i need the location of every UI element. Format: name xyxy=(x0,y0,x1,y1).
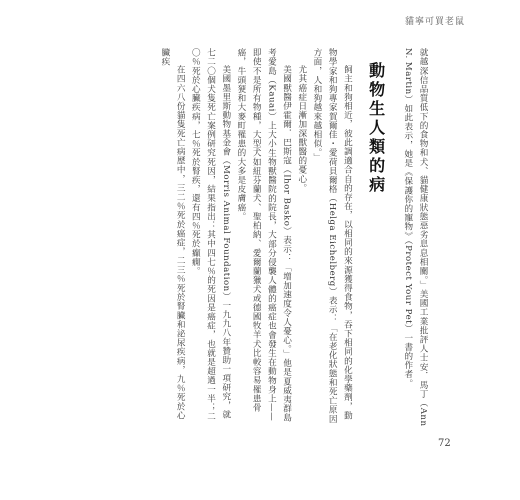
paragraph-4: 美國墨里斯動物基金會（Morris Animal Foundation）一九九八年贊助一項研究，就七二〇個犬隻死亡案例研究死因，結果指出：其中四七％的死因是癌症，也就是超過一半；二〇％死於心臟疾病，七％死於腎疾，還有四％死於癲癇。 xyxy=(190,48,231,422)
section-heading: 動物生人類的病 xyxy=(366,62,386,195)
paragraph-5: 在四六八份貓隻死亡病歷中，三二％死於癌症，二三％死於腎臟和泌尿疾病，九％死於心臟疾 xyxy=(159,48,186,421)
paragraph-3: 美國獸醫伊霍爾．巴斯寇（Ihor Basko）表示：「增加速度令人憂心。」他是夏威夷群島考愛島（Kauai）上大小生物獸醫院的院長，大部分侵襲人體的癌症也會發生在動物身上——即使不是所有物種，大型犬如紐芬蘭犬、聖柏納、愛爾蘭獵犬或德國牧羊犬比較容易罹患骨癌，牛頭㹴和大麥町罹患的大多是皮膚癌。 xyxy=(235,48,292,423)
running-head: 貓寧可買老鼠 xyxy=(405,17,466,27)
paragraph-intro: 就越深信品質低下的食物和犬、貓健康狀態惡劣息息相關。」美國工業批評人士安．馬丁（Ann N. Martin）如此表示，她是《保護你的寵物》（Protect Your Pet）一書的作者。 xyxy=(402,48,428,427)
body-text xyxy=(100,48,430,428)
paragraph-1: 飼主和狗相近，彼此調適合自的存在，以相同的來源獲得食物，吞下相同的化學藥劑，動物學家和狗專家賀爾佳・愛荷貝爾格（Helga Eichelberg）表示：「在老化狀態和死亡原因方面，人和狗越來越相似。」 xyxy=(311,48,353,424)
paragraph-2: 尤其癌症日漸加深獸醫的憂心。 xyxy=(296,65,307,193)
page-number: 72 xyxy=(438,438,451,449)
